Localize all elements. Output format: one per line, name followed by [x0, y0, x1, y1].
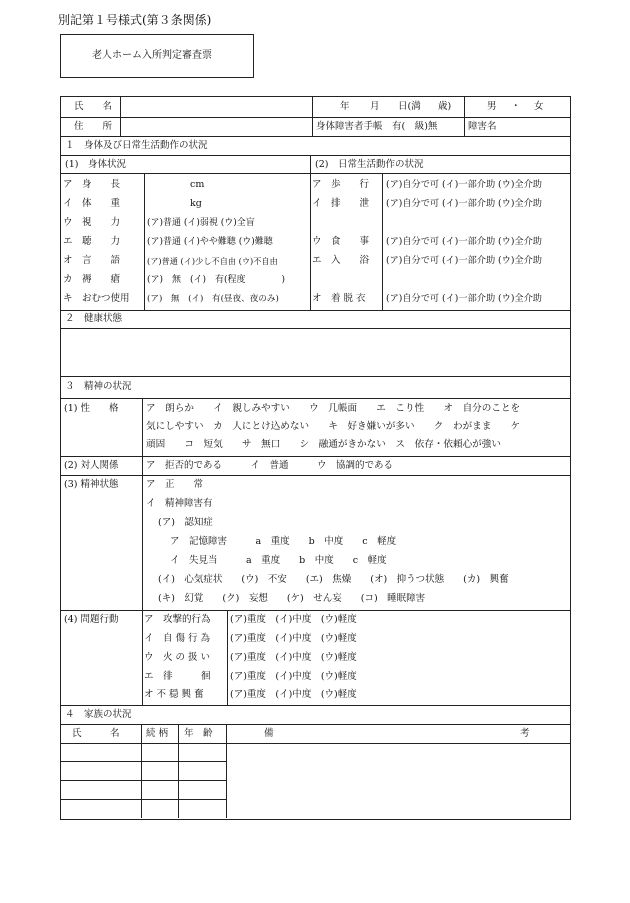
dob-month: 月	[370, 101, 380, 112]
section1-title: １ 身体及び日常生活動作の状況	[65, 140, 208, 151]
family-col-name: 氏 名	[72, 728, 120, 739]
mental-line: ア 正 常	[146, 479, 204, 490]
behavior-item-label: エ 徘 徊	[144, 671, 211, 682]
dob-age: 歳)	[438, 101, 452, 112]
family-row[interactable]	[61, 781, 226, 799]
physical-row-value: (ア)普通 (イ)弱視 (ウ)全盲	[147, 218, 255, 228]
daily-row-value: (ア)自分で可 (イ)一部介助 (ウ)全介助	[386, 198, 542, 209]
family-remarks-field[interactable]	[227, 744, 569, 818]
dob-day: 日(満	[398, 101, 421, 112]
disability-name-label: 障害名	[468, 121, 497, 132]
physical-row-label: イ 体 重	[63, 198, 121, 209]
physical-row-value: kg	[190, 198, 202, 209]
behavior-item-value: (ア)重度 (イ)中度 (ウ)軽度	[230, 689, 357, 700]
section2-title: ２ 健康状態	[65, 313, 123, 324]
physical-row-label: カ 褥 瘡	[63, 274, 121, 285]
form-title: 老人ホーム入所判定審査票	[92, 50, 212, 61]
personality-label: (1) 性 格	[64, 403, 119, 414]
family-col-remarks-end: 考	[520, 728, 530, 739]
sex-separator: ・	[511, 101, 521, 112]
behavior-item-value: (ア)重度 (イ)中度 (ウ)軽度	[230, 671, 357, 682]
physical-row-value: (ア)普通 (イ)少し不自由 (ウ)不自由	[147, 256, 278, 266]
section3-title: ３ 精神の状況	[65, 381, 132, 392]
physical-row-value: (ア) 無 (イ) 有(昼夜、夜のみ)	[147, 294, 279, 304]
mental-line: (キ) 幻覚 (ク) 妄想 (ケ) せん妄 (コ) 睡眠障害	[158, 593, 426, 604]
sex-female[interactable]: 女	[534, 101, 544, 112]
personality-line: 頑固 コ 短気 サ 無口 シ 融通がきかない ス 依存・依頼心が強い	[146, 439, 501, 450]
physical-row-value: (ア) 無 (イ) 有(程度 )	[147, 275, 286, 285]
form-number: 別記第１号様式(第３条関係)	[58, 13, 212, 27]
personality-line: 気にしやすい カ 人にとけ込めない キ 好き嫌いが多い ク わがまま ケ	[146, 421, 521, 432]
physical-row-label: キ おむつ使用	[63, 293, 130, 304]
physical-title: (1) 身体状況	[65, 159, 126, 170]
name-field[interactable]	[121, 97, 311, 116]
mental-line: イ 精神障害有	[146, 498, 213, 509]
physical-row-label: ウ 視 力	[63, 217, 121, 228]
family-row[interactable]	[61, 744, 226, 761]
daily-row-value: (ア)自分で可 (イ)一部介助 (ウ)全介助	[386, 293, 542, 304]
behavior-item-label: イ 自 傷 行 為	[144, 633, 211, 644]
name-label: 氏 名	[74, 101, 113, 112]
daily-row-value: (ア)自分で可 (イ)一部介助 (ウ)全介助	[386, 236, 542, 247]
family-col-relation: 続 柄	[146, 728, 169, 739]
daily-row-label: イ 排 泄	[312, 198, 370, 209]
behavior-label: (4) 問題行動	[64, 614, 119, 625]
physical-row-label: オ 言 語	[63, 255, 121, 266]
sex-male[interactable]: 男	[487, 101, 497, 112]
section4-title: ４ 家族の状況	[65, 709, 132, 720]
health-status-field[interactable]	[61, 329, 569, 375]
address-field[interactable]	[121, 118, 311, 135]
relations-value: ア 拒否的である イ 普通 ウ 協調的である	[146, 460, 394, 471]
personality-line: ア 朗らか イ 親しみやすい ウ 几帳面 エ こり性 オ 自分のことを	[146, 403, 521, 414]
family-row[interactable]	[61, 800, 226, 818]
family-col-remarks-start: 備	[264, 728, 274, 739]
daily-title: (2) 日常生活動作の状況	[315, 159, 424, 170]
behavior-item-value: (ア)重度 (イ)中度 (ウ)軽度	[230, 614, 357, 625]
behavior-item-label: オ 不 穏 興 奮	[144, 689, 204, 700]
behavior-item-label: ウ 火 の 扱 い	[144, 652, 211, 663]
daily-row-value: (ア)自分で可 (イ)一部介助 (ウ)全介助	[386, 255, 542, 266]
mental-label: (3) 精神状態	[64, 479, 119, 490]
mental-line: イ 失見当 a 重度 b 中度 c 軽度	[170, 555, 387, 566]
physical-row-label: ア 身 長	[63, 179, 121, 190]
mental-line: ア 記憶障害 a 重度 b 中度 c 軽度	[170, 536, 397, 547]
address-label: 住 所	[74, 121, 113, 132]
mental-line: (ア) 認知症	[158, 517, 213, 528]
daily-row-label: ア 歩 行	[312, 179, 370, 190]
family-row[interactable]	[61, 762, 226, 780]
physical-row-value: (ア)普通 (イ)やや難聴 (ウ)難聴	[147, 237, 273, 247]
behavior-item-label: ア 攻撃的行為	[144, 614, 211, 625]
family-col-age: 年 齢	[184, 728, 213, 739]
mental-line: (イ) 心気症状 (ウ) 不安 (エ) 焦燥 (オ) 抑うつ状態 (カ) 興奮	[158, 574, 509, 585]
physical-row-label: エ 聴 力	[63, 236, 121, 247]
daily-row-label: オ 着 脱 衣	[312, 293, 366, 304]
daily-row-label: ウ 食 事	[312, 236, 370, 247]
behavior-item-value: (ア)重度 (イ)中度 (ウ)軽度	[230, 652, 357, 663]
disability-handbook: 身体障害者手帳 有( 級)無	[316, 121, 438, 132]
relations-label: (2) 対人関係	[64, 460, 119, 471]
daily-row-label: エ 入 浴	[312, 255, 370, 266]
dob-year: 年	[340, 101, 350, 112]
behavior-item-value: (ア)重度 (イ)中度 (ウ)軽度	[230, 633, 357, 644]
daily-row-value: (ア)自分で可 (イ)一部介助 (ウ)全介助	[386, 179, 542, 190]
physical-row-value: cm	[190, 179, 205, 190]
